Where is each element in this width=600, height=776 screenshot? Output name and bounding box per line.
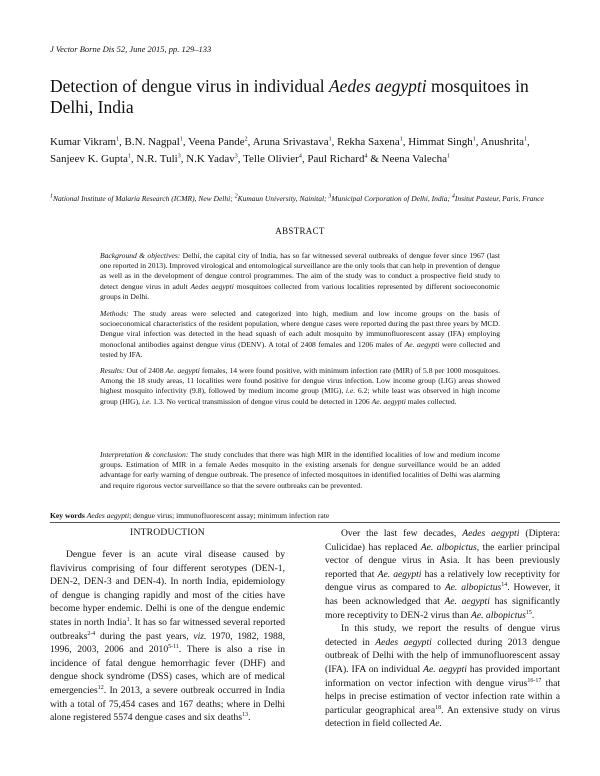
italic-term: Ae. aegypti <box>444 595 490 607</box>
abstract-heading: ABSTRACT <box>275 226 325 236</box>
citation-superscript: 5-11 <box>168 643 179 650</box>
abstract-interpretation <box>100 450 500 491</box>
author-separator: & <box>367 152 382 165</box>
body-text: during the past years, <box>95 630 194 642</box>
author-name: B.N. Nagpal <box>124 136 180 148</box>
species-name: Ae. aegypti <box>404 339 440 349</box>
author-affiliation-marker: 2 <box>244 136 248 143</box>
affiliation-marker: 1 <box>50 193 53 200</box>
author-separator: , <box>402 136 409 148</box>
author-separator: , <box>301 152 308 165</box>
abstract-text: females, 14 were found positive, with minimum infection rate (MIR) of 5.8 per 1000 mosquitoes. Among the 18 study areas, 11 localities were found positive for dengue virus infection. Low income group (LIG) areas showed highest mosquito infectivity (9.8), followed by medium income group (MIG), <box>100 366 500 396</box>
citation-superscript: 12 <box>97 684 104 691</box>
body-text: Dengue fever is an acute viral disease caused by flavivirus comprising of four different serotypes (DEN-1, DEN-2, DEN-3 and DEN-4). In north India, epidemiology of dengue is changing rapidly and most of the cities have become hyper endemic. Delhi is one of the dengue endemic states in north India <box>50 549 285 628</box>
italic-term: Ae. albopictus <box>471 609 526 621</box>
body-text: that helps in precise estimation of vector infection rate within a particular geographical area <box>325 677 560 716</box>
author-name: Telle Olivier <box>243 152 299 165</box>
body-text: . In 2013, a severe outbreak occurred in India with a total of 75,454 cases and 167 deaths; where in Delhi alone registered 5574 dengue cases and six deaths <box>50 684 285 724</box>
body-text: . <box>531 609 535 621</box>
abstract-results <box>100 366 500 407</box>
author-name: N.K Yadav <box>186 152 235 165</box>
author-affiliation-marker: 3 <box>177 152 181 159</box>
abstract-text: were collected and tested by IFA. <box>100 339 500 359</box>
author-separator: , <box>527 136 530 148</box>
keyword-species: Aedes aegypti <box>86 511 130 520</box>
body-text: collected during 2013 dengue outbreak of Delhi with the help of immunofluorescent assay (IFA). IFA on individual <box>325 636 561 675</box>
abstract-text: 1.3. No vertical transmission of dengue virus could be detected in 1206 <box>151 396 372 406</box>
author-name: Neena Valecha <box>381 152 447 165</box>
article-title <box>50 76 560 118</box>
author-separator: , <box>331 136 338 148</box>
species-name: Ae. aegypti <box>371 396 406 406</box>
affiliations <box>50 193 560 204</box>
italic-term: Ae. <box>429 718 442 730</box>
citation-superscript: 15 <box>525 609 532 616</box>
abstract-methods <box>100 309 500 360</box>
affiliation-text: National Institute of Malaria Research (ICMR), New Delhi; <box>53 194 235 203</box>
author-separator: , <box>247 136 253 148</box>
abstract-text: The study areas were selected and categorized into high, medium and low income groups on the basis of socioeconomical characteristics of the resident population, where dengue cases were reported during the past three years by MCD. Dengue viral infection was detected in the head squash of each adult mosquito by immunofluorescent assay (IFA) employing monoclonal antibodies against dengue virus (DENV). A total of 2408 females and 1206 males of <box>100 309 500 349</box>
title-text-part: Detection of dengue virus in individual <box>50 76 329 96</box>
author-name: Kumar Vikram <box>50 136 117 148</box>
italic-term: Ae. aegypti <box>377 568 422 580</box>
author-separator: , <box>180 152 187 165</box>
body-text: (Diptera: Culicidae) has replaced <box>325 528 560 553</box>
section-divider <box>50 522 560 523</box>
affiliation-marker: 3 <box>328 193 332 200</box>
body-text: . <box>248 712 251 724</box>
abbrev-ie: i.e. <box>345 386 356 396</box>
body-text: . An extensive study on virus detection in field collected <box>325 704 560 730</box>
citation-superscript: 2-4 <box>87 630 96 637</box>
citation-superscript: 14 <box>501 582 508 589</box>
abstract-text: Out of 2408 <box>124 366 166 375</box>
author-name: Paul Richard <box>307 152 365 165</box>
italic-term: Ae. albopictus <box>420 541 477 553</box>
title-text-part: mosquitoes in Delhi, India <box>50 76 529 117</box>
italic-term: viz. <box>193 630 207 642</box>
author-affiliation-marker: 1 <box>179 136 183 143</box>
affiliation-marker: 4 <box>451 193 455 200</box>
author-affiliation-marker: 1 <box>447 152 450 159</box>
citation-superscript: 16-17 <box>527 677 542 684</box>
author-separator: , <box>237 152 244 165</box>
italic-term: Aedes aegypti <box>462 528 520 539</box>
body-text: In this study, we report the results of dengue virus detected in <box>325 623 560 648</box>
affiliation-text: Kumaun University, Nainital; <box>237 194 329 203</box>
author-list <box>50 134 560 167</box>
author-affiliation-marker: 1 <box>524 136 528 143</box>
abstract-text: males collected. <box>405 396 457 406</box>
author-separator: , <box>475 136 481 148</box>
affiliation-marker: 2 <box>234 193 238 200</box>
keywords-text: ; dengue virus; immunofluorescent assay; minimum infection rate <box>129 511 330 520</box>
keywords-label: Key words <box>50 511 85 520</box>
body-text: , the earlier principal vector of dengue virus in Asia. It has been previously reported that <box>325 541 560 580</box>
author-name: Sanjeev K. Gupta <box>50 152 128 165</box>
author-affiliation-marker: 1 <box>472 136 476 143</box>
author-affiliation-marker: 1 <box>399 136 403 143</box>
body-text: has a relatively low receptivity for dengue virus as compared to <box>325 568 560 594</box>
abstract-label: Interpretation & conclusion: <box>100 450 189 459</box>
abstract-text: mosquitoes collected from various localities represented by different socioeconomic groups in Delhi. <box>100 281 500 301</box>
author-affiliation-marker: 3 <box>234 152 238 159</box>
left-column <box>50 548 285 725</box>
abstract-text: Delhi, the capital city of India, has so far witnessed several outbreaks of dengue fever since 1967 (last one reported in 2013). Improved virological and entomological surveillance are the only tools that can help in prevention of dengue as well as in the development of dengue control programmes. The aim of the study was to conduct a prospective field study to detect dengue virus in adult <box>100 251 500 291</box>
abstract-text: The study concludes that there was high MIR in the identified localities of low and medium income groups. Estimation of MIR in a female Aedes mosquito in the existing arsenals for dengue surveillance would be an added advantage for early warning of dengue outbreak. The presence of infected mosquitoes in identified localities of Delhi was alarming and require rigorous vector surveillance so that the severe outbreaks can be prevented. <box>100 450 500 490</box>
author-name: Veena Pande <box>188 136 245 148</box>
author-name: Rekha Saxena <box>337 136 400 148</box>
italic-term: Ae. albopictus <box>444 582 502 594</box>
abbrev-ie: i.e. <box>141 396 152 406</box>
species-name: Aedes aegypti <box>190 281 234 291</box>
affiliation-text: Municipal Corporation of Delhi, India; <box>331 194 452 203</box>
abstract-label: Methods: <box>100 309 129 318</box>
author-name: Aruna Srivastava <box>252 136 329 148</box>
citation-superscript: 18 <box>435 704 442 711</box>
author-affiliation-marker: 4 <box>364 152 368 159</box>
keywords <box>50 511 560 521</box>
body-text: has significantly more receptivity to DEN-2 virus than <box>325 595 561 621</box>
author-affiliation-marker: 1 <box>116 136 120 143</box>
author-affiliation-marker: 1 <box>328 136 332 143</box>
author-name: N.R. Tuli <box>136 152 178 165</box>
body-text: Over the last few decades, <box>341 528 463 539</box>
author-separator: , <box>182 136 189 148</box>
body-paragraph <box>325 622 560 731</box>
abstract-label: Results: <box>100 366 125 375</box>
abstract-text: 6.2; while least was observed in high income group (HIG), <box>100 386 501 406</box>
author-name: Anushrita <box>480 136 525 148</box>
right-column <box>325 527 560 731</box>
author-affiliation-marker: 1 <box>127 152 131 159</box>
body-text: . There is also a rise in incidence of fatal dengue hemorrhagic fever (DHF) and dengue shock syndrome (DSS) cases, which are of medical emergencies <box>50 644 285 696</box>
author-separator: , <box>119 136 125 148</box>
citation-superscript: 13 <box>242 711 249 718</box>
abstract-background <box>100 251 500 302</box>
body-text: . However, it has been acknowledged that <box>325 582 560 607</box>
journal-reference: J Vector Borne Dis 52, June 2015, pp. 129–133 <box>50 44 212 54</box>
affiliation-text: Insitut Pasteur, Paris, France <box>454 194 544 203</box>
title-species: Aedes aegypti <box>328 76 427 96</box>
author-name: Himmat Singh <box>408 136 473 148</box>
species-name: Ae. aegypti <box>165 366 200 375</box>
author-separator: , <box>130 152 137 165</box>
body-text: has provided important information on vector infection with dengue virus <box>325 663 561 689</box>
italic-term: Aedes aegypti <box>375 636 432 648</box>
italic-term: Ae. aegypti <box>423 663 467 675</box>
intro-paragraph <box>50 548 285 725</box>
body-text: . It has so far witnessed several reported outbreaks <box>50 616 285 642</box>
body-text: 1970, 1982, 1988, 1996, 2003, 2006 and 2010 <box>50 630 286 656</box>
abstract-label: Background & objectives: <box>100 251 181 260</box>
author-affiliation-marker: 4 <box>298 152 302 159</box>
introduction-heading: INTRODUCTION <box>130 527 205 538</box>
citation-superscript: 1 <box>126 616 130 623</box>
body-paragraph <box>325 527 560 622</box>
